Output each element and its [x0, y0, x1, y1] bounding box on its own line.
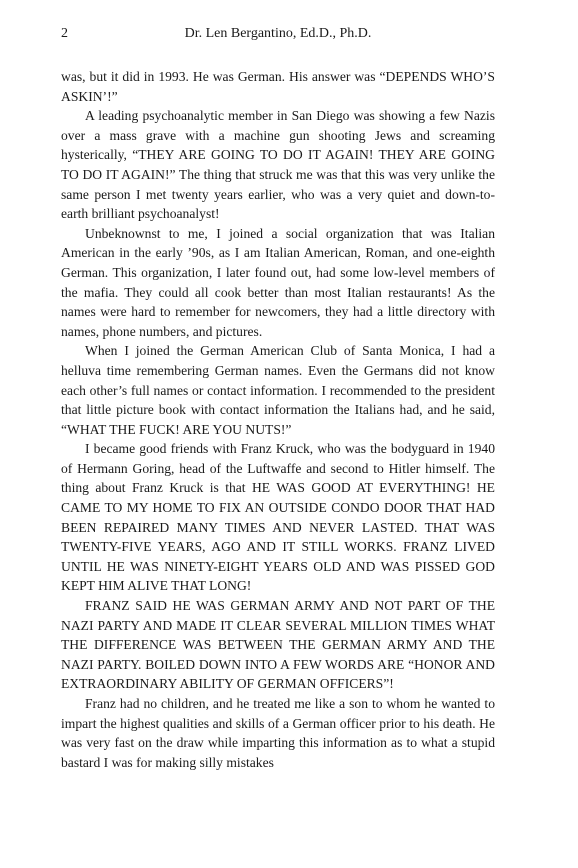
- paragraph: A leading psychoanalytic member in San Diego was showing a few Nazis over a mass grave with a machine gun shooting Jews and screaming hysterically, “THEY ARE GOING TO DO IT AGAIN! THEY ARE GOING TO DO IT AGAIN!” The thing that struck me was that this was very unlike the same person I met twenty years earlier, who was a very quiet and down-to-earth brilliant psychoanalyst!: [61, 108, 495, 222]
- paragraph: FRANZ SAID HE WAS GERMAN ARMY AND NOT PART OF THE NAZI PARTY AND MADE IT CLEAR SEVERAL MILLION TIMES WHAT THE DIFFERENCE WAS BETWEEN THE GERMAN ARMY AND THE NAZI PARTY. BOILED DOWN INTO A FEW WORDS ARE “HONOR AND EXTRAORDINARY ABILITY OF GERMAN OFFICERS”!: [61, 598, 495, 692]
- paragraph: I became good friends with Franz Kruck, who was the bodyguard in 1940 of Hermann Goring, head of the Luftwaffe and second to Hitler himself. The thing about Franz Kruck is that HE WAS GOOD AT EVERYTHING! HE CAME TO MY HOME TO FIX AN OUTSIDE CONDO DOOR THAT HAD BEEN REPAIRED MANY TIMES AND NEVER LASTED. THAT WAS TWENTY-FIVE YEARS, AGO AND IT STILL WORKS. FRANZ LIVED UNTIL HE WAS NINETY-EIGHT YEARS OLD AND WAS PISSED GOD KEPT HIM ALIVE THAT LONG!: [61, 441, 495, 594]
- paragraph: When I joined the German American Club of Santa Monica, I had a helluva time remembering German names. Even the Germans did not know each other’s full names or contact information. I recommended to the president that little picture book with contact information the Italians had, and he said, “WHAT THE FUCK! ARE YOU NUTS!”: [61, 343, 495, 437]
- paragraph: Unbeknownst to me, I joined a social organization that was Italian American in the early ’90s, as I am Italian American, Roman, and one-eighth German. This organization, I later found out, had some low-level members of the mafia. They could all cook better than most Italian restaurants! As the names were hard to remember for newcomers, they had a little directory with names, phone numbers, and pictures.: [61, 225, 495, 339]
- paragraph-continued: was, but it did in 1993. He was German. His answer was “DEPENDS WHO’S ASKIN’!”: [61, 69, 495, 104]
- paragraph: Franz had no children, and he treated me like a son to whom he wanted to impart the highest qualities and skills of a German officer prior to his death. He was very fast on the draw while imparting this information as to what a stupid bastard I was for making silly mistakes: [61, 696, 495, 770]
- body-text: [61, 67, 495, 772]
- running-head: Dr. Len Bergantino, Ed.D., Ph.D.: [184, 26, 372, 41]
- book-page: [61, 22, 495, 772]
- page-number: 2: [61, 26, 68, 41]
- page-header: [61, 22, 495, 46]
